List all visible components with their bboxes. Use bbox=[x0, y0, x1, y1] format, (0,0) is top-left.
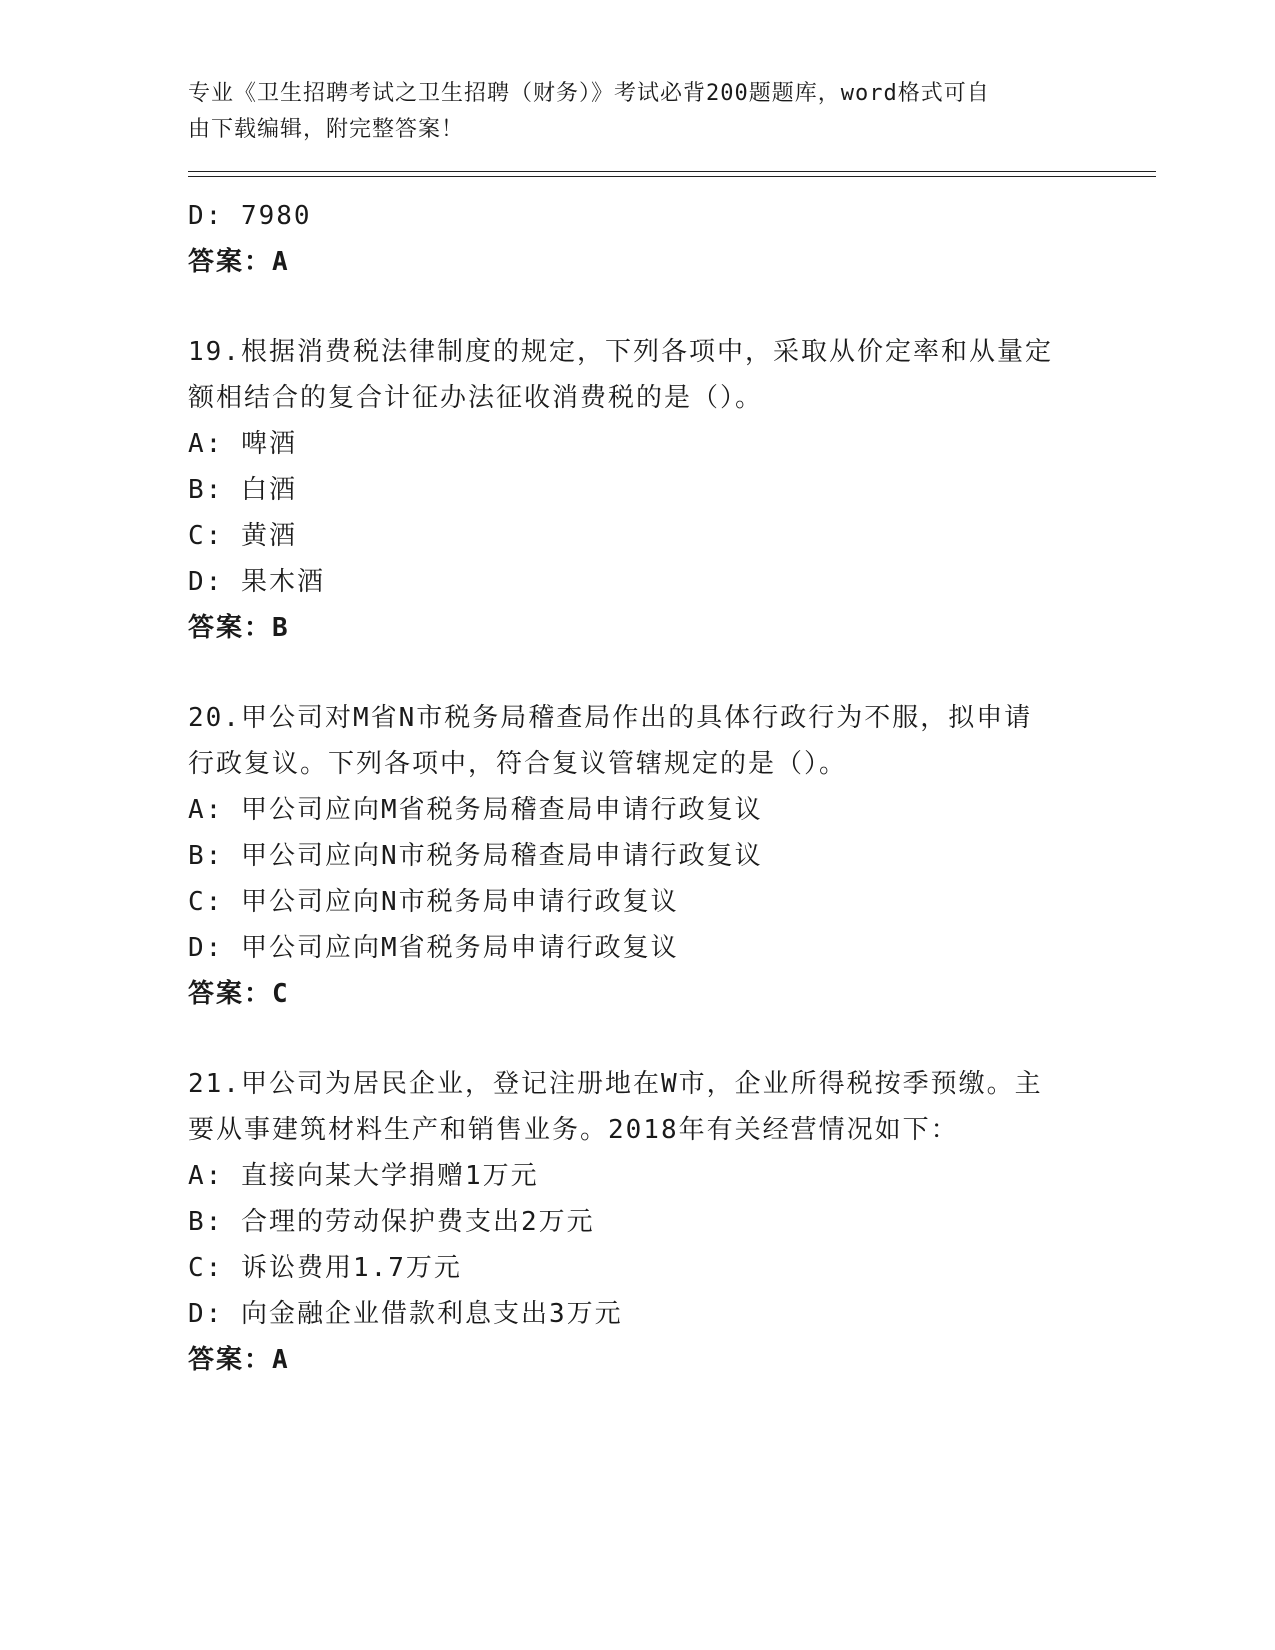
option-b: B: 白酒 bbox=[188, 475, 297, 505]
option-d: D: 向金融企业借款利息支出3万元 bbox=[188, 1299, 623, 1329]
question-text-line-1: 20.甲公司对M省N市税务局稽查局作出的具体行政行为不服，拟申请 bbox=[188, 703, 1033, 733]
option-b: B: 甲公司应向N市税务局稽查局申请行政复议 bbox=[188, 841, 763, 871]
question-19 bbox=[188, 329, 1088, 651]
question-text-line-2: 额相结合的复合计征办法征收消费税的是（）。 bbox=[188, 383, 764, 413]
question-list bbox=[188, 193, 1088, 1383]
question-text-line-1: 19.根据消费税法律制度的规定，下列各项中，采取从价定率和从量定 bbox=[188, 337, 1053, 367]
header-rule-bottom bbox=[188, 176, 1156, 177]
answer: 答案：C bbox=[188, 979, 290, 1009]
option-a: A: 啤酒 bbox=[188, 429, 297, 459]
question-text-line-2: 行政复议。下列各项中，符合复议管辖规定的是（）。 bbox=[188, 749, 848, 779]
option-d: D: 果木酒 bbox=[188, 567, 325, 597]
option-a: A: 甲公司应向M省税务局稽查局申请行政复议 bbox=[188, 795, 763, 825]
option-b: B: 合理的劳动保护费支出2万元 bbox=[188, 1207, 595, 1237]
question-text-line-1: 21.甲公司为居民企业，登记注册地在W市，企业所得税按季预缴。主 bbox=[188, 1069, 1043, 1099]
prev-option-d: D: 7980 bbox=[188, 201, 312, 231]
header-rule-top bbox=[188, 171, 1156, 172]
header-title-line-2: 由下载编辑，附完整答案！ bbox=[188, 117, 465, 142]
answer: 答案：A bbox=[188, 1345, 290, 1375]
header-title-line-1: 专业《卫生招聘考试之卫生招聘（财务）》考试必背200题题库，word格式可自 bbox=[188, 81, 990, 106]
question-text-line-2: 要从事建筑材料生产和销售业务。2018年有关经营情况如下： bbox=[188, 1115, 959, 1145]
question-20 bbox=[188, 695, 1088, 1017]
question-21 bbox=[188, 1061, 1088, 1383]
option-d: D: 甲公司应向M省税务局申请行政复议 bbox=[188, 933, 679, 963]
option-c: C: 黄酒 bbox=[188, 521, 297, 551]
option-c: C: 诉讼费用1.7万元 bbox=[188, 1253, 462, 1283]
prev-answer: 答案：A bbox=[188, 247, 290, 277]
document-header bbox=[188, 76, 1088, 148]
option-a: A: 直接向某大学捐赠1万元 bbox=[188, 1161, 539, 1191]
option-c: C: 甲公司应向N市税务局申请行政复议 bbox=[188, 887, 679, 917]
answer: 答案：B bbox=[188, 613, 290, 643]
